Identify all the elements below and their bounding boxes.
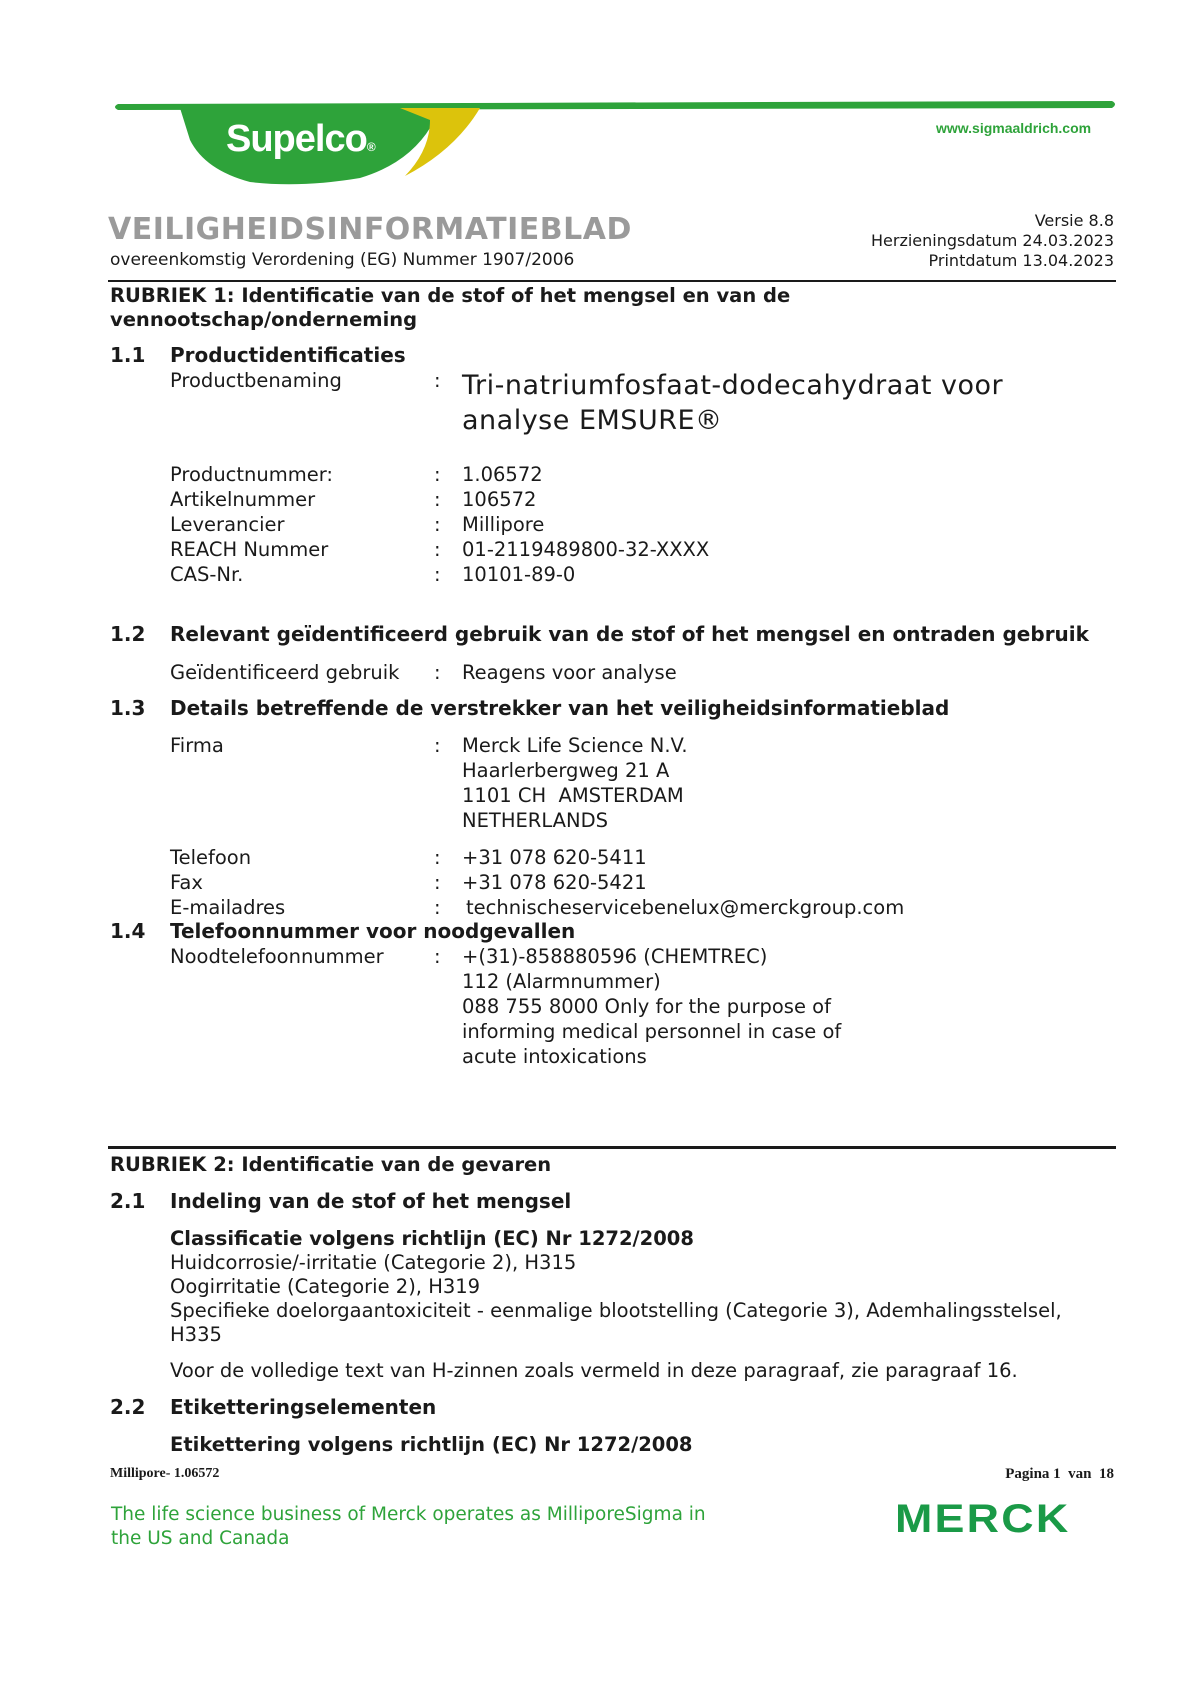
- section-title: Details betreffende de verstrekker van het veiligheidsinformatieblad: [170, 696, 950, 720]
- colon: :: [434, 538, 441, 561]
- company-address-line: Haarlerbergweg 21 A: [462, 759, 670, 782]
- emergency-phone-line: 112 (Alarmnummer): [462, 970, 661, 993]
- logo-wordmark: Supelco: [226, 118, 367, 160]
- product-name-label: Productbenaming: [170, 369, 342, 392]
- phone-label: Telefoon: [170, 846, 252, 869]
- document-subtitle: overeenkomstig Verordening (EG) Nummer 1907/2006: [110, 250, 575, 270]
- section-title: Indeling van de stof of het mengsel: [170, 1189, 572, 1213]
- colon: :: [434, 871, 441, 894]
- section-title: Relevant geïdentificeerd gebruik van de stof of het mengsel en ontraden gebruik: [170, 622, 1089, 646]
- print-date: Printdatum 13.04.2023: [928, 251, 1114, 270]
- document-title: VEILIGHEIDSINFORMATIEBLAD: [108, 212, 632, 247]
- supplier-value: Millipore: [462, 513, 545, 536]
- colon: :: [434, 734, 441, 757]
- emergency-phone-line: +(31)-858880596 (CHEMTREC): [462, 945, 768, 968]
- reach-number-label: REACH Nummer: [170, 538, 329, 561]
- section-number: 1.3: [110, 696, 146, 720]
- company-address-line: 1101 CH AMSTERDAM: [462, 784, 684, 807]
- fax-label: Fax: [170, 871, 203, 894]
- colon: :: [434, 896, 441, 919]
- product-name-value-line1: Tri-natriumfosfaat-dodecahydraat voor: [462, 370, 1004, 401]
- rubriek1-title-line2: vennootschap/onderneming: [110, 308, 418, 331]
- cas-number-label: CAS-Nr.: [170, 563, 244, 586]
- company-label: Firma: [170, 734, 224, 757]
- colon: :: [434, 369, 441, 392]
- section-number: 1.4: [110, 919, 146, 943]
- colon: :: [434, 945, 441, 968]
- reach-number-value: 01-2119489800-32-XXXX: [462, 538, 710, 561]
- brand-header: [0, 0, 1200, 200]
- emergency-phone-line: informing medical personnel in case of: [462, 1020, 842, 1043]
- section-number: 1.1: [110, 343, 146, 367]
- revision-date: Herzieningsdatum 24.03.2023: [870, 231, 1114, 250]
- company-address-line: Merck Life Science N.V.: [462, 734, 688, 757]
- section-number: 2.2: [110, 1395, 146, 1419]
- divider-rubriek2: [108, 1146, 1116, 1149]
- classification-line: Specifieke doelorgaantoxiciteit - eenmalige blootstelling (Categorie 3), Ademhalingsstelsel,: [170, 1299, 1062, 1322]
- section-title: Productidentificaties: [170, 343, 406, 367]
- page-indicator: Pagina 1 van 18: [1005, 1466, 1114, 1482]
- product-number-label: Productnummer:: [170, 463, 333, 486]
- h-phrases-note: Voor de volledige text van H-zinnen zoals vermeld in deze paragraaf, zie paragraaf 16.: [170, 1359, 1018, 1382]
- section-number: 2.1: [110, 1189, 146, 1213]
- emergency-phone-line: 088 755 8000 Only for the purpose of: [462, 995, 831, 1018]
- emergency-phone-line: acute intoxications: [462, 1045, 647, 1068]
- colon: :: [434, 513, 441, 536]
- classification-title: Classificatie volgens richtlijn (EC) Nr 1272/2008: [170, 1227, 694, 1250]
- colon: :: [434, 846, 441, 869]
- classification-line: H335: [170, 1323, 222, 1346]
- rubriek2-title: RUBRIEK 2: Identificatie van de gevaren: [110, 1153, 552, 1176]
- rubriek1-title-line1: RUBRIEK 1: Identificatie van de stof of het mengsel en van de: [110, 284, 791, 307]
- merck-logo-wordmark: MERCK: [895, 1497, 1071, 1541]
- phone-value: +31 078 620-5411: [462, 846, 647, 869]
- supplier-label: Leverancier: [170, 513, 285, 536]
- section-title: Etiketteringselementen: [170, 1395, 437, 1419]
- merck-logo: [895, 1498, 1117, 1540]
- supelco-logo-text: [226, 118, 375, 161]
- article-number-value: 106572: [462, 488, 537, 511]
- identified-use-label: Geïdentificeerd gebruik: [170, 661, 400, 684]
- colon: :: [434, 661, 441, 684]
- colon: :: [434, 488, 441, 511]
- email-link[interactable]: technischeservicebenelux@merckgroup.com: [466, 896, 905, 919]
- fax-value: +31 078 620-5421: [462, 871, 647, 894]
- company-address-line: NETHERLANDS: [462, 809, 608, 832]
- labelling-title: Etikettering volgens richtlijn (EC) Nr 1272/2008: [170, 1433, 693, 1456]
- cas-number-value: 10101-89-0: [462, 563, 576, 586]
- article-number-label: Artikelnummer: [170, 488, 316, 511]
- website-link[interactable]: www.sigmaaldrich.com: [936, 120, 1092, 136]
- supelco-logo: [0, 0, 1200, 200]
- logo-registered-mark: ®: [366, 140, 375, 154]
- colon: :: [434, 463, 441, 486]
- product-number-value: 1.06572: [462, 463, 543, 486]
- section-number: 1.2: [110, 622, 146, 646]
- identified-use-value: Reagens voor analyse: [462, 661, 677, 684]
- divider-rubriek1: [108, 280, 1116, 282]
- footer-tagline-line1: The life science business of Merck operates as MilliporeSigma in: [111, 1504, 706, 1525]
- footer-tagline-line2: the US and Canada: [111, 1528, 290, 1549]
- email-label: E-mailadres: [170, 896, 286, 919]
- emergency-phone-label: Noodtelefoonnummer: [170, 945, 384, 968]
- classification-line: Oogirritatie (Categorie 2), H319: [170, 1275, 481, 1298]
- section-title: Telefoonnummer voor noodgevallen: [170, 919, 576, 943]
- footer-product-ref: Millipore- 1.06572: [110, 1466, 220, 1481]
- product-name-value-line2: analyse EMSURE®: [462, 405, 723, 436]
- colon: :: [434, 563, 441, 586]
- classification-line: Huidcorrosie/-irritatie (Categorie 2), H315: [170, 1251, 577, 1274]
- version-label: Versie 8.8: [1034, 211, 1114, 230]
